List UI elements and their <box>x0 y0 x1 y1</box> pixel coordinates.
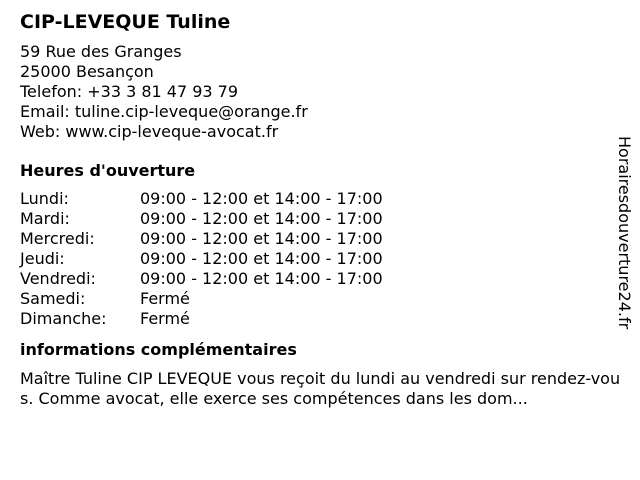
hours-day-label: Dimanche: <box>20 309 107 328</box>
city-line: 25000 Besançon <box>20 62 154 81</box>
website-line: Web: www.cip-leveque-avocat.fr <box>20 122 279 141</box>
hours-day-label: Vendredi: <box>20 269 96 288</box>
hours-row-mercredi <box>20 229 624 249</box>
street-address: 59 Rue des Granges <box>20 42 182 61</box>
hours-table <box>20 189 624 329</box>
hours-day-label: Samedi: <box>20 289 86 308</box>
contact-block <box>20 42 624 142</box>
hours-time-value: 09:00 - 12:00 et 14:00 - 17:00 <box>140 229 383 248</box>
hours-row-vendredi <box>20 269 624 289</box>
hours-day-label: Lundi: <box>20 189 69 208</box>
info-description: Maître Tuline CIP LEVEQUE vous reçoit du lundi au vendredi sur rendez-vous. Comme avocat, elle exerce ses compétences dans les dom... <box>20 369 621 408</box>
info-heading: informations complémentaires <box>20 340 297 359</box>
hours-day-label: Mardi: <box>20 209 70 228</box>
hours-time-value: Fermé <box>140 309 190 328</box>
hours-row-dimanche <box>20 309 624 329</box>
hours-time-value: 09:00 - 12:00 et 14:00 - 17:00 <box>140 209 383 228</box>
hours-time-value: Fermé <box>140 289 190 308</box>
hours-row-samedi <box>20 289 624 309</box>
hours-time-value: 09:00 - 12:00 et 14:00 - 17:00 <box>140 249 383 268</box>
business-card <box>20 10 624 409</box>
hours-heading: Heures d'ouverture <box>20 161 196 180</box>
business-name: CIP-LEVEQUE Tuline <box>20 11 231 33</box>
hours-row-lundi <box>20 189 624 209</box>
hours-day-label: Jeudi: <box>20 249 65 268</box>
hours-day-label: Mercredi: <box>20 229 95 248</box>
hours-row-mardi <box>20 209 624 229</box>
site-watermark: Horairesdouverture24.fr <box>615 136 634 330</box>
phone-line: Telefon: +33 3 81 47 93 79 <box>20 82 239 101</box>
email-line: Email: tuline.cip-leveque@orange.fr <box>20 102 308 121</box>
hours-time-value: 09:00 - 12:00 et 14:00 - 17:00 <box>140 269 383 288</box>
hours-row-jeudi <box>20 249 624 269</box>
hours-time-value: 09:00 - 12:00 et 14:00 - 17:00 <box>140 189 383 208</box>
